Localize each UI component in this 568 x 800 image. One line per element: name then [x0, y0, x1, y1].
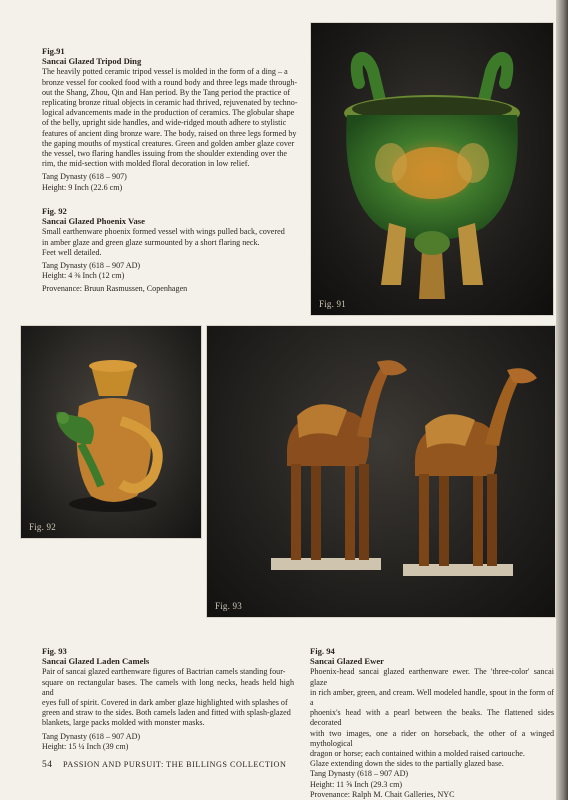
fig91-line: rim, the mid-section with molded floral decoration in low relief. — [42, 159, 250, 169]
fig91-line: the gaping mouths of mystical creatures. Green and golden amber glaze cover — [42, 138, 295, 148]
fig94-height: Height: 11 ⅝ Inch (29.3 cm) — [310, 779, 403, 789]
ding-illustration — [311, 23, 553, 315]
fig91-height: Height: 9 Inch (22.6 cm) — [42, 182, 123, 192]
fig92-text — [42, 206, 298, 295]
fig92-line: Feet well detailed. — [42, 247, 102, 257]
fig94-dynasty: Tang Dynasty (618 – 907 AD) — [310, 769, 409, 779]
fig92-provenance: Provenance: Bruun Rasmussen, Copenhagen — [42, 284, 188, 294]
fig92-dynasty: Tang Dynasty (618 – 907 AD) — [42, 261, 141, 271]
fig93-line: Pair of sancai glazed earthenware figures of Bactrian camels standing four- — [42, 667, 286, 677]
fig94-text — [310, 646, 554, 800]
fig93-line: green and straw to the sides. Both camels laden and fitted with splash-glazed — [42, 708, 291, 718]
fig94-line: with two images, one a rider on horseback, the other of a winged mythological — [310, 728, 554, 748]
fig93-line: eyes full of spirit. Covered in dark amber glaze highlighted with splashes of — [42, 698, 288, 708]
photo-tripod-ding — [310, 22, 554, 316]
photo93-caption: Fig. 93 — [215, 601, 242, 611]
fig94-number: Fig. 94 — [310, 646, 335, 656]
fig91-line: features of ancient ding bronze ware. The body, raised on three legs formed by — [42, 128, 297, 138]
photo-phoenix-vase — [20, 325, 202, 539]
fig91-number: Fig.91 — [42, 46, 65, 56]
fig93-dynasty: Tang Dynasty (618 – 907 AD) — [42, 731, 141, 741]
fig92-line: in amber glaze and green glaze surmounted by a short flaring neck. — [42, 237, 260, 247]
fig94-provenance: Provenance: Ralph M. Chait Galleries, NYC — [310, 789, 455, 799]
fig91-title: Sancai Glazed Tripod Ding — [42, 56, 142, 67]
fig92-title: Sancai Glazed Phoenix Vase — [42, 216, 145, 227]
fig92-height: Height: 4 ⅜ Inch (12 cm) — [42, 271, 125, 281]
running-title: PASSION AND PURSUIT: THE BILLINGS COLLECTION — [63, 760, 287, 769]
fig91-text — [42, 46, 298, 193]
fig91-line: the vessel, two flaring handles issuing from the shoulder extending over the — [42, 149, 288, 159]
page-gutter-shadow — [556, 0, 568, 800]
camel-right — [403, 368, 537, 576]
fig94-title: Sancai Glazed Ewer — [310, 656, 384, 667]
fig93-text — [42, 646, 294, 752]
fig92-number: Fig. 92 — [42, 206, 67, 216]
photo92-caption: Fig. 92 — [29, 522, 56, 532]
fig93-title: Sancai Glazed Laden Camels — [42, 656, 150, 667]
vase-illustration — [21, 326, 201, 538]
fig93-number: Fig. 93 — [42, 646, 67, 656]
page-footer — [42, 760, 286, 770]
photo91-caption: Fig. 91 — [319, 299, 346, 309]
fig93-height: Height: 15 ¼ Inch (39 cm) — [42, 741, 129, 751]
fig91-dynasty: Tang Dynasty (618 – 907) — [42, 172, 127, 182]
fig91-line: The heavily potted ceramic tripod vessel is molded in the form of a ding – a — [42, 67, 288, 77]
page-number: 54 — [42, 760, 53, 770]
fig91-description — [42, 67, 298, 169]
photo-laden-camels — [206, 325, 556, 618]
fig93-line: blankets, large packs molded with monster masks. — [42, 718, 205, 728]
fig94-line: dragon or horse; each contained within a molded raised cartouche. — [310, 749, 525, 759]
fig94-line: phoenix's head with a pearl between the beaks. The flattened sides decorated — [310, 708, 554, 728]
camel-left — [271, 360, 407, 570]
fig91-line: bronze vessel for cooked food with a round body and three legs made through- — [42, 77, 298, 87]
fig91-line: of the belly, upright side handles, and wide-ridged mouth adhere to stylistic — [42, 118, 287, 128]
fig91-line: replicating bronze ritual objects in ceramic had thrived, rejuvenated by techno- — [42, 98, 298, 108]
fig94-line: in rich amber, green, and cream. Well modeled handle, spout in the form of a — [310, 687, 554, 708]
camels-illustration — [207, 326, 555, 617]
fig94-line: Glaze extending down the sides to the partially glazed base. — [310, 759, 504, 769]
fig94-line: Phoenix-head sancai glazed earthenware ewer. The 'three-color' sancai glaze — [310, 667, 554, 687]
fig93-line: square on rectangular bases. The camels with long necks, heads held high and — [42, 677, 294, 697]
fig91-line: out the Shang, Zhou, Qin and Han period. By the Tang period the practice of — [42, 87, 291, 97]
fig91-line: logical advancements made in the production of ceramics. The globular shape — [42, 108, 295, 118]
fig92-line: Small earthenware phoenix formed vessel with wings pulled back, covered — [42, 227, 285, 237]
